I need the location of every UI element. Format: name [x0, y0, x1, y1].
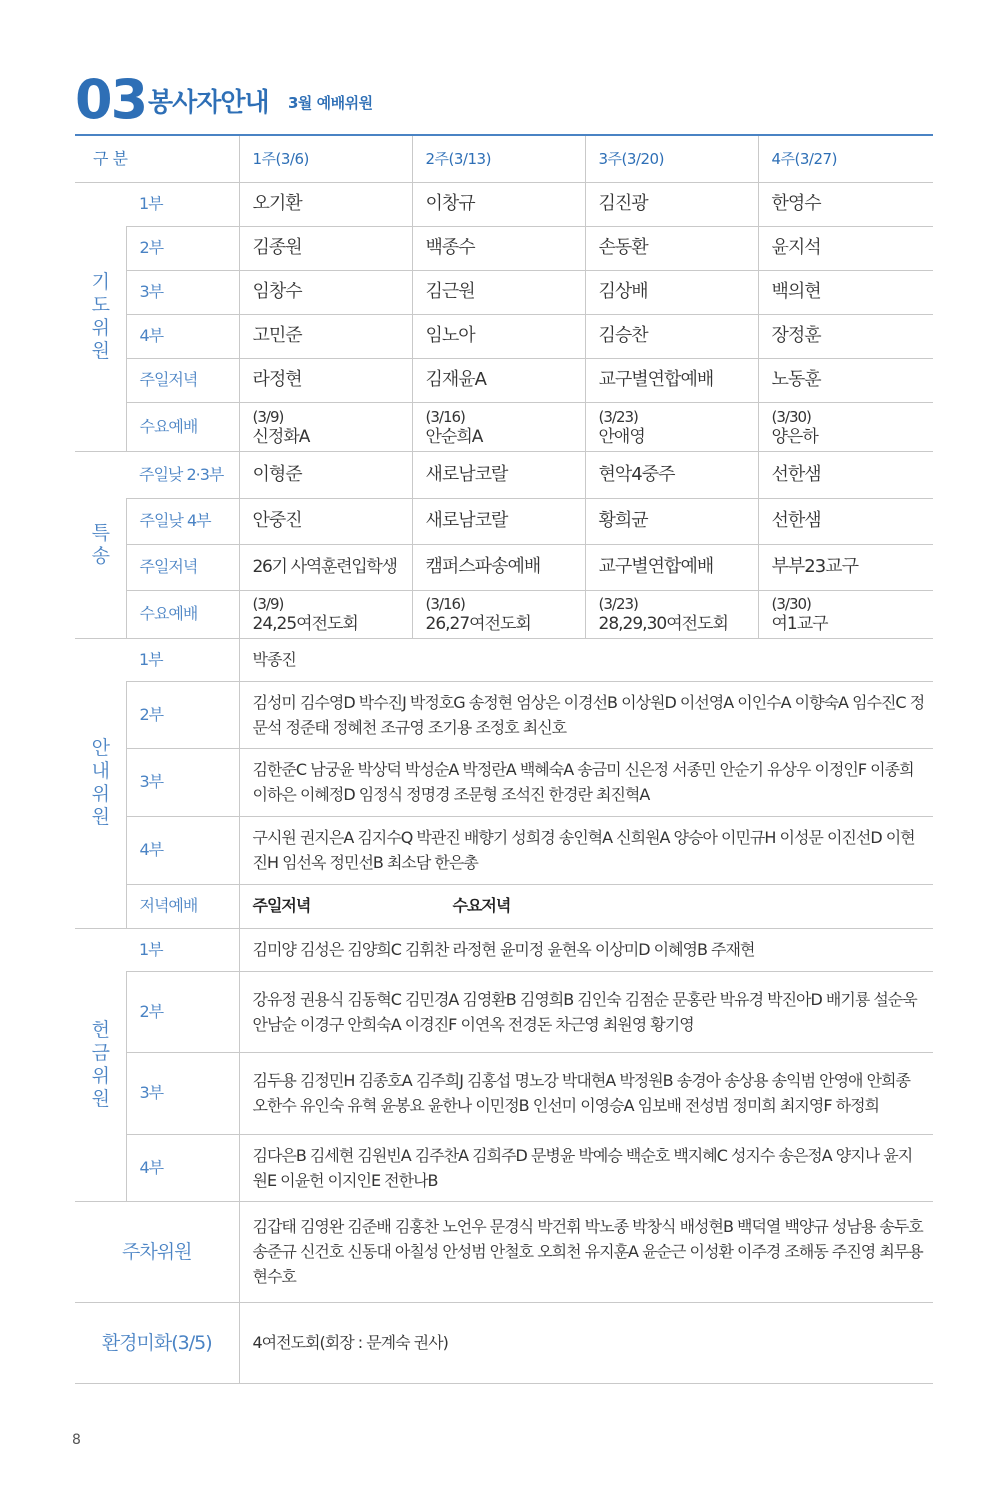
- section-title: 봉사자안내: [148, 88, 269, 118]
- cell-week3: 현악4중주: [585, 451, 758, 498]
- table-row: [75, 928, 933, 971]
- table-row: [75, 971, 933, 1052]
- row-label: 1부: [126, 182, 239, 226]
- cell-week3: 교구별연합예배: [585, 544, 758, 590]
- table-row: [75, 402, 933, 451]
- row-label: 4부: [126, 1134, 239, 1201]
- cell-names: 김두용 김정민H 김종호A 김주희J 김홍섭 명노강 박대현A 박정원B 송경아 송상용 송익범 안영애 안희종 오한수 유인숙 유혁 윤봉요 윤한나 이민정B 인선미 이영승A 임보배 전성범 정미희 최지영F 하정희: [239, 1052, 933, 1134]
- row-label: 2부: [126, 971, 239, 1052]
- cell-week4: (3/30) 여1교구: [758, 590, 933, 638]
- table-row: [75, 816, 933, 884]
- header-week1: 1주(3/6): [239, 136, 412, 182]
- table-row: [75, 314, 933, 358]
- cell-week3: 김진광: [585, 182, 758, 226]
- cell-week1: (3/9) 24,25여전도회: [239, 590, 412, 638]
- evening-wednesday: 수요저녁: [452, 896, 511, 915]
- cell-week2: 새로남코랄: [412, 498, 585, 544]
- header-week4: 4주(3/27): [758, 136, 933, 182]
- cell-evening: [239, 884, 933, 928]
- table-row: [75, 1052, 933, 1134]
- row-label: 수요예배: [126, 402, 239, 451]
- cell-week1: 김종원: [239, 226, 412, 270]
- row-label: 주일낮 4부: [126, 498, 239, 544]
- row-label: 3부: [126, 748, 239, 816]
- table-row: [75, 590, 933, 638]
- cell-week2: 김재윤A: [412, 358, 585, 402]
- section-header: [75, 68, 932, 134]
- row-label: 3부: [126, 1052, 239, 1134]
- cell-week3: 손동환: [585, 226, 758, 270]
- row-label: 1부: [126, 638, 239, 681]
- cell-week3: 황희균: [585, 498, 758, 544]
- cell-week4: 선한샘: [758, 498, 933, 544]
- prayer-category: 기도위원: [75, 182, 126, 451]
- section-number: 03: [75, 68, 147, 131]
- table-row: [75, 451, 933, 498]
- offering-category: 헌금위원: [75, 928, 126, 1201]
- row-label: 4부: [126, 314, 239, 358]
- table-row: [75, 226, 933, 270]
- table-row: [75, 681, 933, 748]
- cell-names: 김갑태 김영완 김준배 김홍찬 노언우 문경식 박건휘 박노종 박창식 배성현B 백덕열 백양규 성남용 송두호 송준규 신건호 신동대 아칠성 안성범 안철호 오희천 유지훈A 윤순근 이성환 이주경 조해동 주진영 최무용 현수호: [239, 1201, 933, 1302]
- cell-week4: 한영수: [758, 182, 933, 226]
- cell-week3: (3/23) 28,29,30여전도회: [585, 590, 758, 638]
- row-label: 2부: [126, 226, 239, 270]
- table-row: [75, 544, 933, 590]
- cell-week1: 임창수: [239, 270, 412, 314]
- row-label: 주일저녁: [126, 358, 239, 402]
- table-row: [75, 270, 933, 314]
- guide-category: 안내위원: [75, 638, 126, 928]
- table-row: [75, 498, 933, 544]
- cell-names: 박종진: [239, 638, 933, 681]
- environment-category: 환경미화(3/5): [75, 1302, 239, 1383]
- cell-week2: (3/16) 안순희A: [412, 402, 585, 451]
- cell-week4: 부부23교구: [758, 544, 933, 590]
- row-label: 주일낮 2·3부: [126, 451, 239, 498]
- row-label: 저녁예배: [126, 884, 239, 928]
- cell-week2: 백종수: [412, 226, 585, 270]
- cell-week2: 새로남코랄: [412, 451, 585, 498]
- row-label: 3부: [126, 270, 239, 314]
- cell-names: 김다은B 김세현 김원빈A 김주찬A 김희주D 문병윤 박예승 백순호 백지혜C 성지수 송은정A 양지나 윤지원E 이윤헌 이지인E 전한나B: [239, 1134, 933, 1201]
- table-row: [75, 748, 933, 816]
- cell-week1: 고민준: [239, 314, 412, 358]
- table-row: [75, 358, 933, 402]
- evening-sunday: 주일저녁: [252, 896, 311, 915]
- cell-names: 김성미 김수영D 박수진J 박정호G 송정현 엄상은 이경선B 이상원D 이선영A 이인수A 이향숙A 임수진C 정문석 정준태 정혜천 조규영 조기용 조정호 최신호: [239, 681, 933, 748]
- row-label: 1부: [126, 928, 239, 971]
- cell-environment: 4여전도회(회장 : 문계숙 권사): [239, 1302, 933, 1383]
- cell-week4: (3/30) 양은하: [758, 402, 933, 451]
- section-subtitle: 3월 예배위원: [288, 94, 373, 112]
- table-row: [75, 884, 933, 928]
- cell-week2: (3/16) 26,27여전도회: [412, 590, 585, 638]
- cell-week2: 김근원: [412, 270, 585, 314]
- header-week2: 2주(3/13): [412, 136, 585, 182]
- cell-week4: 장정훈: [758, 314, 933, 358]
- page-number: 8: [72, 1432, 81, 1448]
- table-row: [75, 182, 933, 226]
- cell-week3: 교구별연합예배: [585, 358, 758, 402]
- row-label: 주일저녁: [126, 544, 239, 590]
- header-week3: 3주(3/20): [585, 136, 758, 182]
- volunteer-table: [75, 136, 933, 1384]
- cell-week3: 김상배: [585, 270, 758, 314]
- cell-week1: 라정현: [239, 358, 412, 402]
- table-row: [75, 1134, 933, 1201]
- table-row: [75, 1302, 933, 1383]
- header-category: 구 분: [75, 136, 239, 182]
- cell-week2: 이창규: [412, 182, 585, 226]
- cell-names: 구시원 권지은A 김지수Q 박관진 배향기 성희경 송인혁A 신희원A 양승아 이민규H 이성문 이진선D 이현진H 임선옥 정민선B 최소담 한은총: [239, 816, 933, 884]
- special-category: 특송: [75, 451, 126, 638]
- table-row: [75, 638, 933, 681]
- parking-category: 주차위원: [75, 1201, 239, 1302]
- row-label: 2부: [126, 681, 239, 748]
- cell-week3: (3/23) 안애영: [585, 402, 758, 451]
- row-label: 4부: [126, 816, 239, 884]
- cell-week1: (3/9) 신정화A: [239, 402, 412, 451]
- table-header-row: [75, 136, 933, 182]
- cell-week3: 김승찬: [585, 314, 758, 358]
- cell-week4: 선한샘: [758, 451, 933, 498]
- row-label: 수요예배: [126, 590, 239, 638]
- cell-names: 강유정 권용식 김동혁C 김민경A 김영환B 김영희B 김인숙 김점순 문홍란 박유경 박진아D 배기룡 설순욱 안남순 이경구 안희숙A 이경진F 이연옥 전경돈 차근영 최원영 황기영: [239, 971, 933, 1052]
- cell-week4: 노동훈: [758, 358, 933, 402]
- cell-week1: 이형준: [239, 451, 412, 498]
- cell-week4: 윤지석: [758, 226, 933, 270]
- cell-week1: 26기 사역훈련입학생: [239, 544, 412, 590]
- cell-week2: 임노아: [412, 314, 585, 358]
- table-row: [75, 1201, 933, 1302]
- cell-week1: 오기환: [239, 182, 412, 226]
- cell-names: 김미양 김성은 김양희C 김휘찬 라정현 윤미정 윤현옥 이상미D 이혜영B 주재현: [239, 928, 933, 971]
- cell-week4: 백의현: [758, 270, 933, 314]
- cell-week1: 안중진: [239, 498, 412, 544]
- cell-names: 김한준C 남궁윤 박상덕 박성순A 박정란A 백혜숙A 송금미 신은정 서종민 안순기 유상우 이정인F 이종희 이하은 이혜정D 임정식 정명경 조문형 조석진 한경란 최진혁A: [239, 748, 933, 816]
- cell-week2: 캠퍼스파송예배: [412, 544, 585, 590]
